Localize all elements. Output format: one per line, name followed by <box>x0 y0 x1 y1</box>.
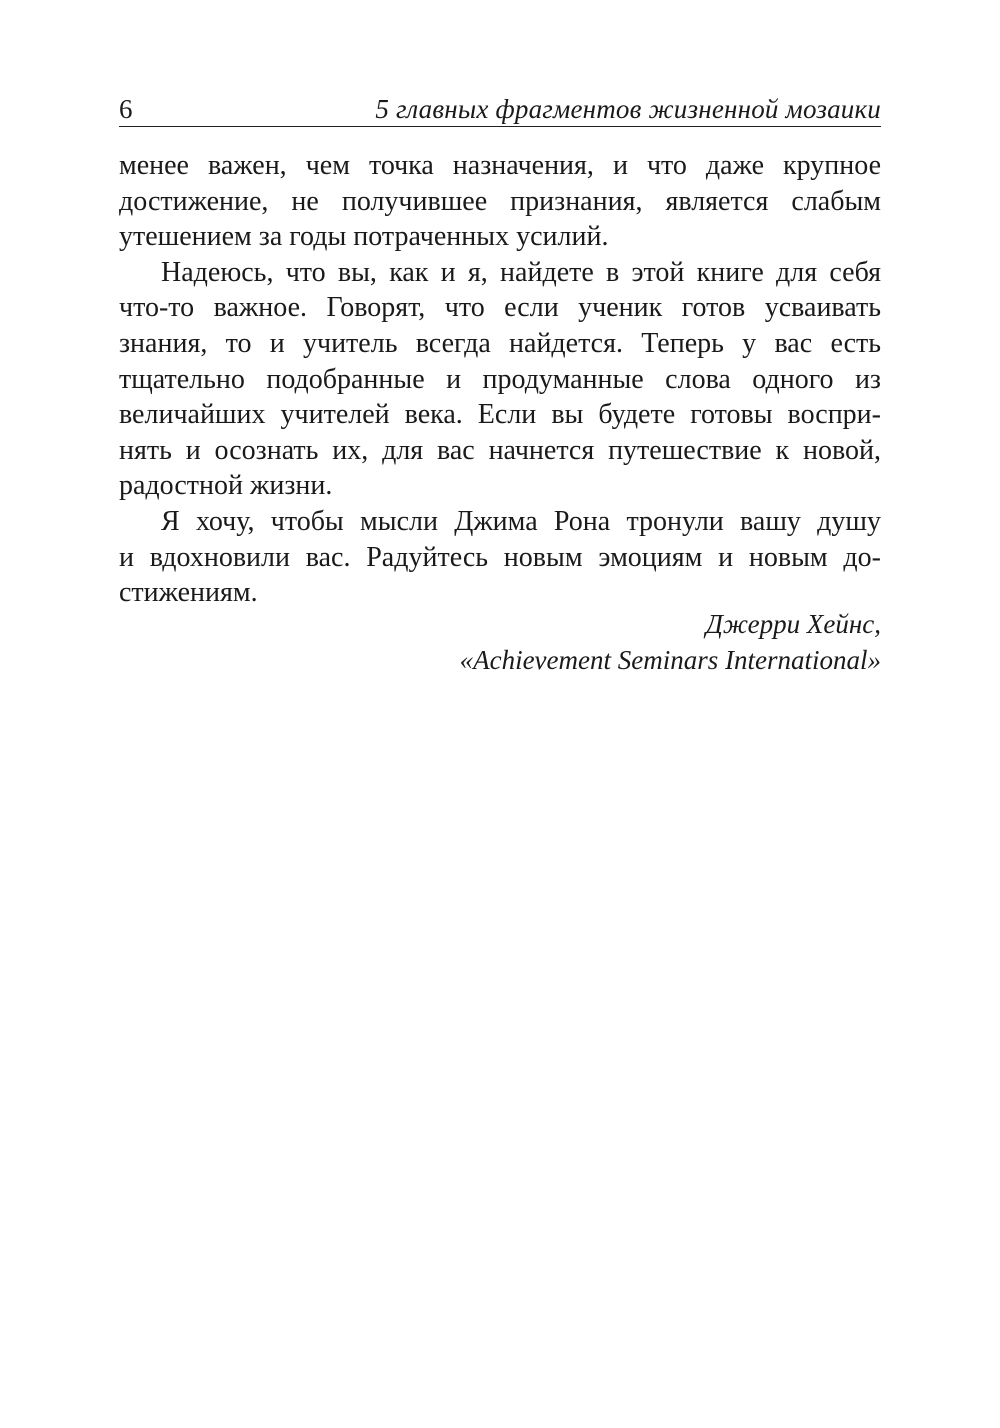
text-line: знания, то и учитель всегда найдется. Теперь у вас есть <box>119 327 881 359</box>
paragraph-1 <box>119 148 881 255</box>
text-line: что-то важное. Говорят, что если ученик готов усваивать <box>119 292 881 324</box>
text-line: менее важен, чем точка назначения, и что даже крупное <box>119 150 881 181</box>
paragraph-2 <box>119 255 881 504</box>
signature <box>460 606 881 678</box>
text-line: Я хочу, чтобы мысли Джима Рона тронули вашу душу <box>161 505 881 537</box>
text-line: радостной жизни. <box>119 470 333 502</box>
text-line: величайших учителей века. Если вы будете готовы воспри- <box>119 399 881 431</box>
text-line: достижение, не получившее признания, является слабым <box>119 185 881 217</box>
text-line: тщательно подобранные и продуманные слова одного из <box>119 363 881 395</box>
page-number: 6 <box>119 94 133 124</box>
text-line: и вдохновили вас. Радуйтесь новым эмоциям и новым до- <box>119 541 881 573</box>
text-line: Надеюсь, что вы, как и я, найдете в этой книге для себя <box>161 256 881 288</box>
text-line: нять и осознать их, для вас начнется путешествие к новой, <box>119 434 881 466</box>
text-line: утешением за годы потраченных усилий. <box>119 221 609 253</box>
paragraph-3 <box>119 504 881 611</box>
book-title: 5 главных фрагментов жизненной мозаики <box>375 94 881 124</box>
signature-organization: «Achievement Seminars International» <box>459 645 881 675</box>
body-text <box>119 148 881 611</box>
running-head <box>119 86 881 127</box>
text-line: стижениям. <box>119 577 258 609</box>
signature-author: Джерри Хейнс, <box>705 609 881 639</box>
